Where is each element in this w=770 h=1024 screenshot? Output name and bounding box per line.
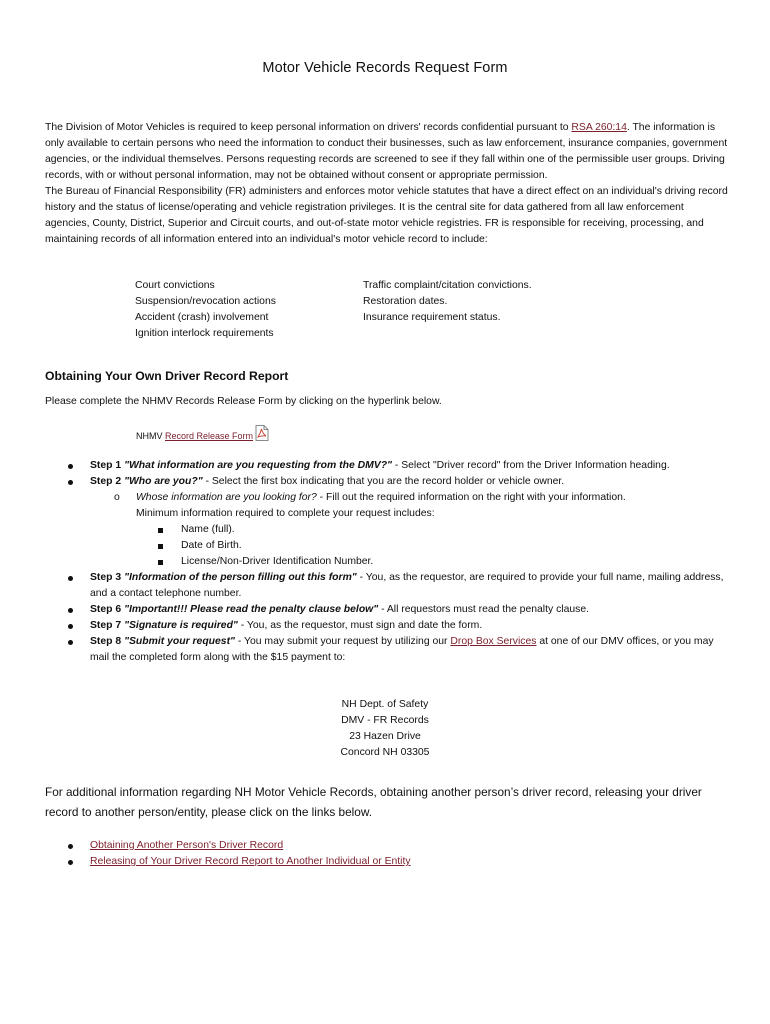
bullet-icon	[68, 640, 73, 645]
intro-p1-after: . The information is only available to certain persons who need the information to conduct their businesses, such as law enforcement, insurance companies, government agencies, or the individual themselves. Persons requesting records are screened to see if they fall within one of the permissible user groups. Driving records, with or without personal information, may not be obtained without consent or appropriate permission.	[45, 122, 728, 181]
step-label: Step 8	[90, 636, 125, 647]
square-bullet-icon	[158, 528, 163, 533]
related-link-item	[68, 854, 728, 870]
rsa-link[interactable]: RSA 260:14	[571, 122, 627, 133]
step-text: - Select "Driver record" from the Driver Information heading.	[391, 460, 670, 471]
intro-paragraph-2: The Bureau of Financial Responsibility (FR) administers and enforces motor vehicle statutes that have a direct effect on an individual's driving record history and the status of license/operating and vehicle registration privileges. It is the central site for data gathered from all law enforcement agencies, County, District, Superior and Circuit courts, and out-of-state motor vehicle registries. FR is responsible for receiving, processing, and maintaining records of all information entered into an individual's motor vehicle record to include:	[45, 186, 728, 245]
step-question: "What information are you requesting from the DMV?"	[124, 460, 392, 471]
bullet-icon	[68, 608, 73, 613]
intro-paragraph-1	[45, 120, 730, 184]
bullet-icon	[68, 480, 73, 485]
record-item: Insurance requirement status.	[363, 312, 501, 323]
release-record-link[interactable]: Releasing of Your Driver Record Report to Another Individual or Entity	[90, 856, 411, 867]
bullet-icon	[68, 860, 73, 865]
step-text: - You, as the requestor, are required to provide your full name, mailing address, and a contact telephone number.	[90, 572, 724, 599]
step-text: - Select the first box indicating that you are the record holder or vehicle owner.	[202, 476, 565, 487]
required-info-item	[68, 554, 728, 570]
additional-info-text: For additional information regarding NH Motor Vehicle Records, obtaining another person’s driver record, releasing your driver record to another person/entity, please click on the links below.	[45, 785, 702, 819]
step-label: Step 3	[90, 572, 125, 583]
step-question: "Important!!! Please read the penalty clause below"	[124, 604, 379, 615]
record-row	[135, 294, 695, 310]
related-links-list	[68, 838, 728, 870]
sub-text: - Fill out the required information on the right with your information.	[316, 492, 626, 503]
record-item: Traffic complaint/citation convictions.	[363, 280, 532, 291]
sub-question: Whose information are you looking for?	[136, 492, 317, 503]
intro-p1-before: The Division of Motor Vehicles is required to keep personal information on drivers' records confidential pursuant to	[45, 122, 572, 133]
required-info-text: License/Non-Driver Identification Number.	[181, 556, 374, 567]
step-question: "Submit your request"	[124, 636, 235, 647]
required-info-text: Name (full).	[181, 524, 235, 535]
step-2-subitem	[68, 490, 728, 522]
drop-box-services-link[interactable]: Drop Box Services	[450, 636, 537, 647]
pdf-icon[interactable]	[255, 425, 269, 441]
record-item: Suspension/revocation actions	[135, 296, 276, 307]
step-7	[68, 618, 728, 634]
step-2	[68, 474, 728, 490]
another-persons-record-link[interactable]: Obtaining Another Person's Driver Record	[90, 840, 284, 851]
bullet-icon	[68, 464, 73, 469]
step-label: Step 6	[90, 604, 125, 615]
step-3	[68, 570, 728, 602]
step-text: - All requestors must read the penalty clause.	[378, 604, 589, 615]
record-item: Restoration dates.	[363, 296, 448, 307]
steps-list	[68, 458, 728, 666]
bullet-icon	[68, 624, 73, 629]
step-label: Step 1	[90, 460, 125, 471]
address-line: 23 Hazen Drive	[349, 731, 421, 742]
record-item: Court convictions	[135, 280, 215, 291]
record-row	[135, 278, 695, 294]
bullet-icon	[68, 844, 73, 849]
page-title: Motor Vehicle Records Request Form	[262, 60, 508, 76]
record-item: Ignition interlock requirements	[135, 328, 274, 339]
record-row	[135, 310, 695, 326]
address-line: Concord NH 03305	[340, 747, 430, 758]
sub-text-minimum: Minimum information required to complete your request includes:	[136, 508, 435, 519]
address-line: DMV - FR Records	[341, 715, 429, 726]
step-question: "Who are you?"	[124, 476, 203, 487]
step-8	[68, 634, 728, 666]
intro-section	[45, 120, 730, 248]
step-label: Step 7	[90, 620, 125, 631]
step-question: "Information of the person filling out this form"	[124, 572, 357, 583]
step-text: - You, as the requestor, must sign and date the form.	[237, 620, 483, 631]
related-link-item	[68, 838, 728, 854]
step-6	[68, 602, 728, 618]
address-line: NH Dept. of Safety	[341, 699, 429, 710]
required-info-text: Date of Birth.	[181, 540, 242, 551]
circle-bullet-icon: o	[114, 492, 120, 503]
record-item: Accident (crash) involvement	[135, 312, 269, 323]
square-bullet-icon	[158, 560, 163, 565]
section-heading: Obtaining Your Own Driver Record Report	[45, 369, 289, 383]
mailing-address	[0, 697, 770, 761]
required-info-item	[68, 522, 728, 538]
required-info-item	[68, 538, 728, 554]
record-items-list	[135, 278, 695, 342]
step-text: at one of our DMV offices, or you may mail the completed form along with the $15 payment to:	[90, 636, 714, 663]
step-text: - You may submit your request by utilizing our	[234, 636, 451, 647]
step-question: "Signature is required"	[124, 620, 238, 631]
record-row	[135, 326, 695, 342]
step-1	[68, 458, 728, 474]
step-label: Step 2	[90, 476, 125, 487]
bullet-icon	[68, 576, 73, 581]
square-bullet-icon	[158, 544, 163, 549]
nhmv-prefix: NHMV	[136, 431, 165, 441]
record-release-form-link[interactable]: Record Release Form	[165, 431, 254, 441]
instruction-text: Please complete the NHMV Records Release Form by clicking on the hyperlink below.	[45, 396, 442, 407]
release-form-line	[136, 425, 269, 441]
